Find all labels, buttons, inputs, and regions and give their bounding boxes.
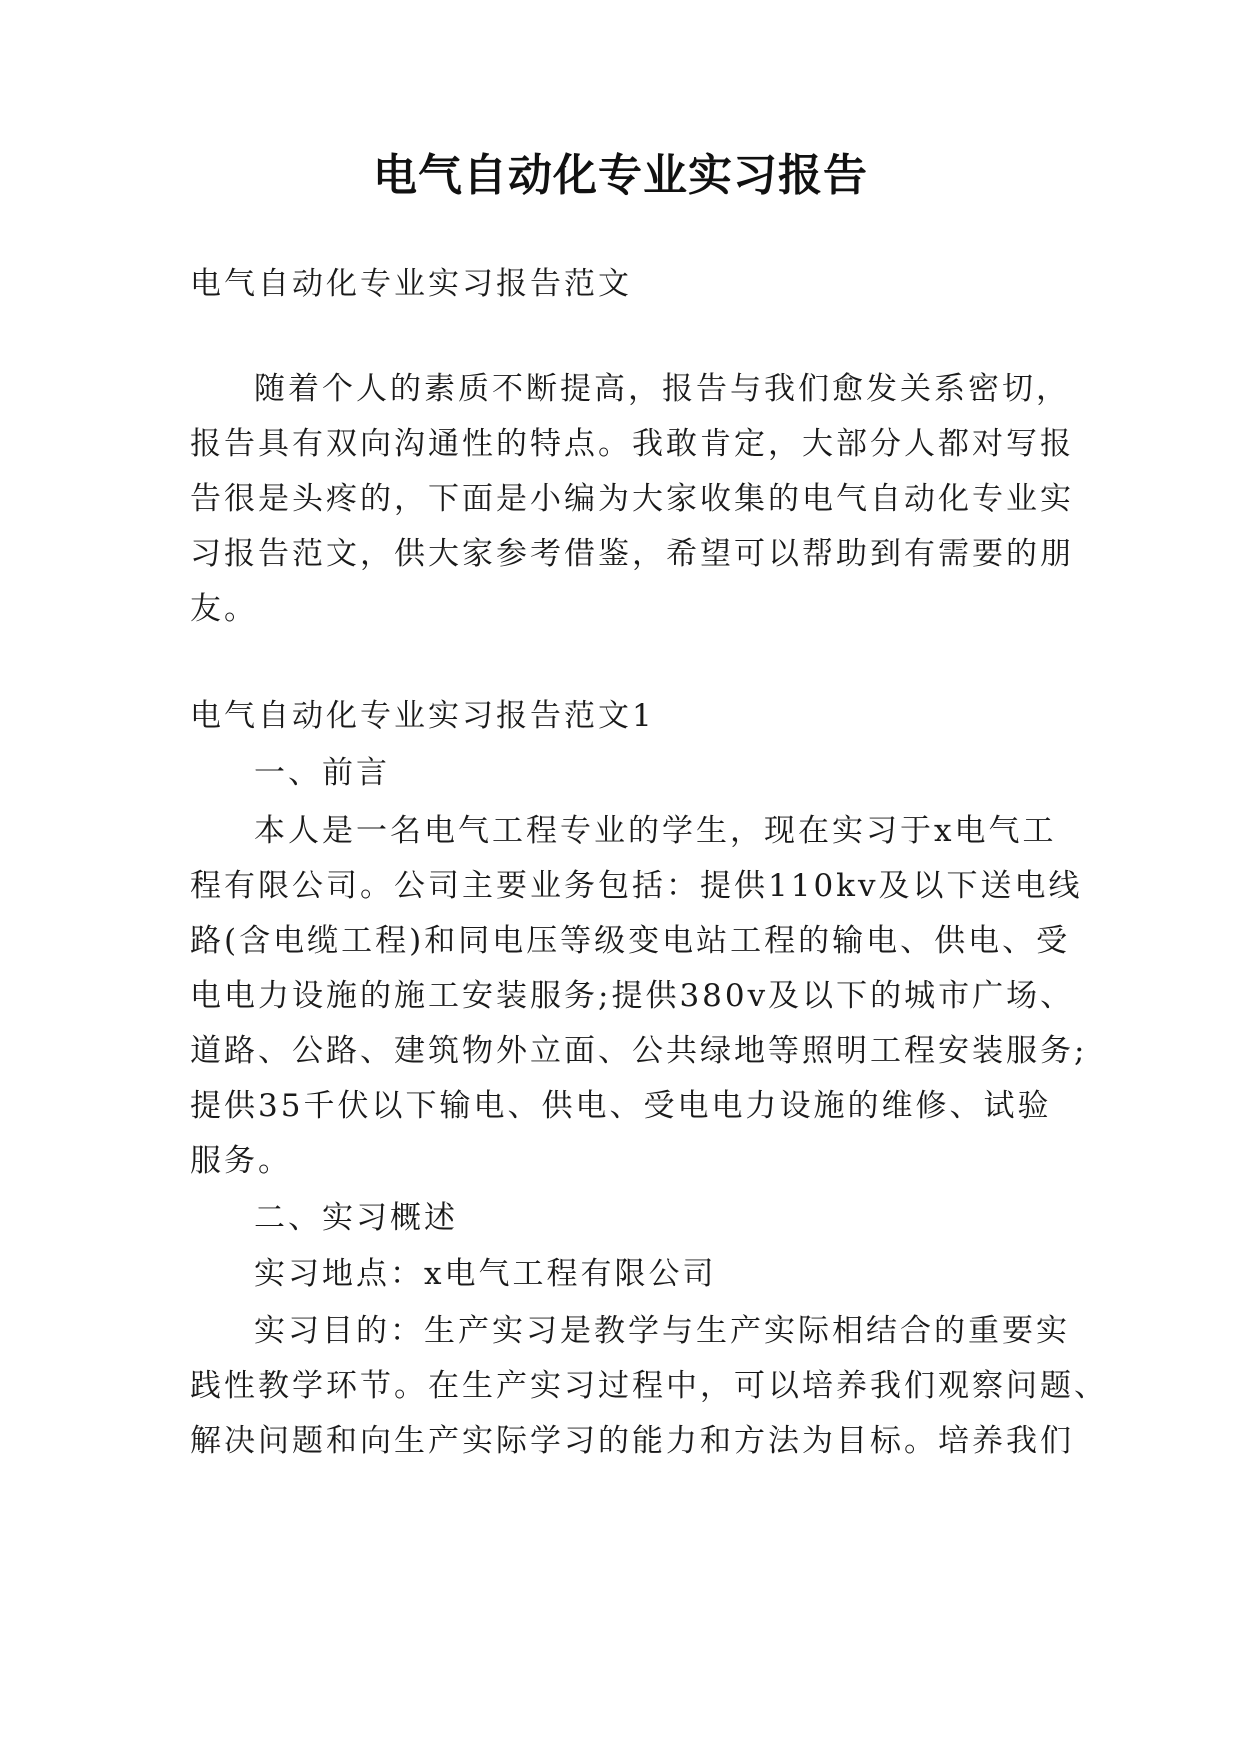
document-title: 电气自动化专业实习报告 bbox=[373, 150, 868, 201]
section-heading: 二、实习概述 bbox=[254, 1200, 458, 1236]
body-line: 程有限公司。公司主要业务包括：提供110kv及以下送电线 bbox=[190, 868, 1083, 904]
body-line: 践性教学环节。在生产实习过程中，可以培养我们观察问题、 bbox=[190, 1368, 1108, 1404]
body-line: 路(含电缆工程)和同电压等级变电站工程的输电、供电、受 bbox=[190, 923, 1071, 959]
section-title: 电气自动化专业实习报告范文1 bbox=[190, 698, 655, 734]
body-line: 解决问题和向生产实际学习的能力和方法为目标。培养我们 bbox=[190, 1423, 1074, 1459]
body-line: 实习地点：x电气工程有限公司 bbox=[254, 1256, 717, 1292]
intro-line: 习报告范文，供大家参考借鉴，希望可以帮助到有需要的朋 bbox=[190, 536, 1074, 572]
intro-line: 告很是头疼的，下面是小编为大家收集的电气自动化专业实 bbox=[190, 481, 1074, 517]
document-subtitle: 电气自动化专业实习报告范文 bbox=[190, 266, 632, 302]
intro-line: 友。 bbox=[190, 591, 258, 627]
body-line: 电电力设施的施工安装服务;提供380v及以下的城市广场、 bbox=[190, 978, 1075, 1014]
intro-line: 报告具有双向沟通性的特点。我敢肯定，大部分人都对写报 bbox=[190, 426, 1074, 462]
body-line: 提供35千伏以下输电、供电、受电电力设施的维修、试验 bbox=[190, 1088, 1052, 1124]
section-heading: 一、前言 bbox=[254, 755, 390, 791]
body-line: 本人是一名电气工程专业的学生，现在实习于x电气工 bbox=[254, 813, 1057, 849]
body-line: 道路、公路、建筑物外立面、公共绿地等照明工程安装服务; bbox=[190, 1033, 1088, 1069]
intro-line: 随着个人的素质不断提高，报告与我们愈发关系密切， bbox=[254, 371, 1070, 407]
body-line: 实习目的：生产实习是教学与生产实际相结合的重要实 bbox=[254, 1313, 1070, 1349]
body-line: 服务。 bbox=[190, 1143, 292, 1179]
